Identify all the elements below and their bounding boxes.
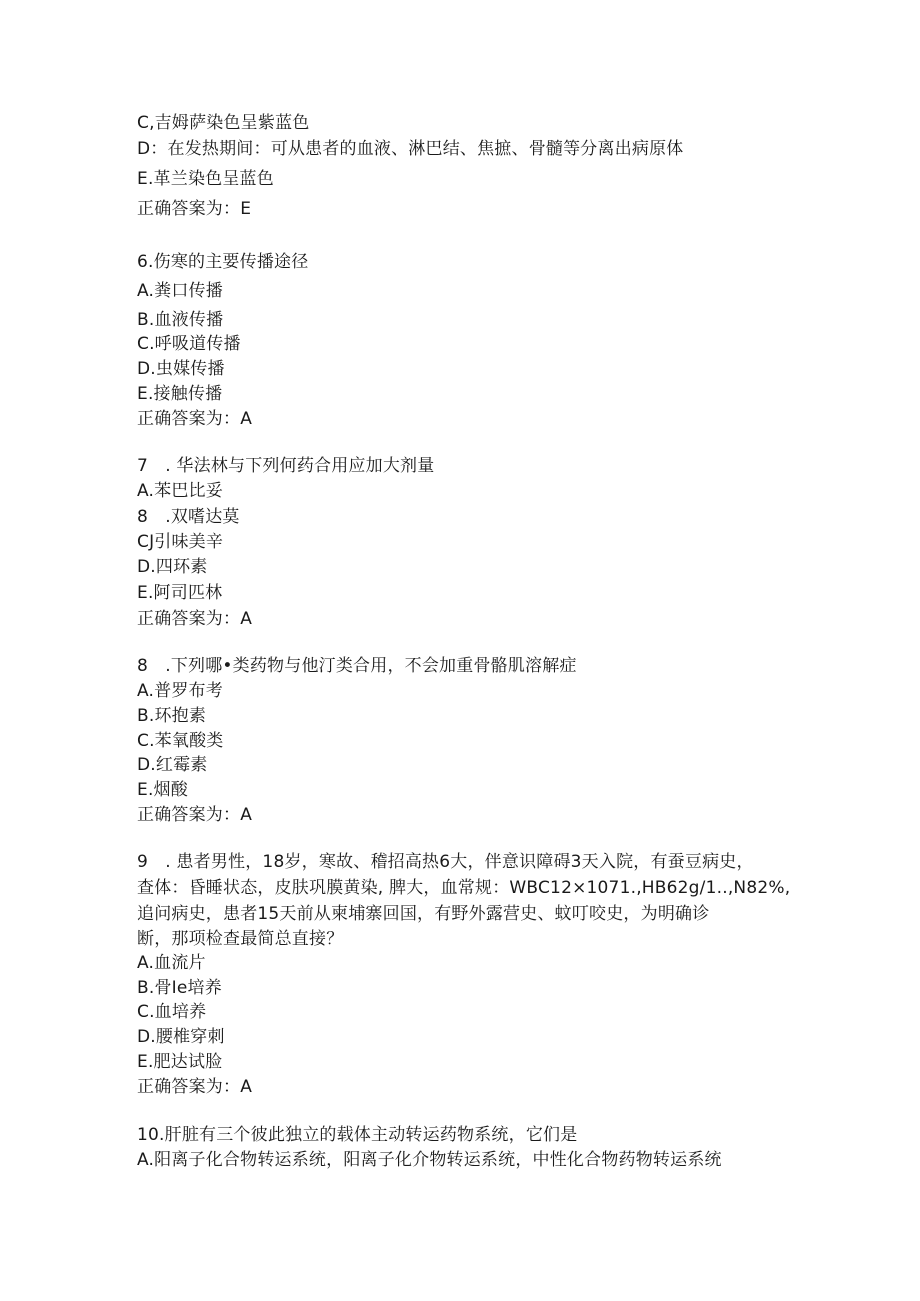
q9-option-e: E.肥达试脸 [137, 1052, 223, 1072]
option-d-fever-isolation: D：在发热期间：可从患者的血液、淋巴结、焦摭、骨髓等分离出病原体 [137, 139, 684, 159]
q9-option-b: B.骨Ie培养 [137, 978, 222, 998]
question-9-line-2: 查体：昏睡状态，皮肤巩膜黄染, 脾大，血常规：WBC12×1071.,HB62g/1..,N82%, [137, 878, 791, 898]
q7-option-d: D.四环素 [137, 557, 208, 577]
q6-option-c: C.呼吸道传播 [137, 334, 241, 354]
q7-option-e: E.阿司匹林 [137, 583, 223, 603]
q6-option-d: D.虫媒传播 [137, 359, 225, 379]
option-e-gram-stain: E.革兰染色呈蓝色 [137, 169, 274, 189]
q7-option-b: 8 .双嗜达莫 [137, 507, 240, 527]
question-9-line-3: 追问病史，患者15天前从柬埔寨回国，有野外露营史、蚊叮咬史，为明确诊 [137, 904, 710, 924]
answer-5: 正确答案为：E [137, 199, 252, 219]
q8-option-e: E.烟酸 [137, 780, 188, 800]
q10-option-a: A.阳离子化合物转运系统，阳离子化介物转运系统，中性化合物药物转运系统 [137, 1150, 722, 1170]
question-7: 7 . 华法林与下列何药合用应加大剂量 [137, 456, 435, 476]
answer-9: 正确答案为：A [137, 1077, 253, 1097]
q8-option-a: A.普罗布考 [137, 681, 223, 701]
q7-option-a: A.苯巴比妥 [137, 481, 223, 501]
q8-option-d: D.红霉素 [137, 755, 208, 775]
q9-option-a: A.血流片 [137, 953, 206, 973]
q8-option-c: C.苯氧酸类 [137, 731, 224, 751]
answer-8: 正确答案为：A [137, 805, 253, 825]
question-9-line-4: 断，那项检查最简总直接？ [137, 929, 344, 949]
question-10: 10.肝脏有三个彼此独立的载体主动转运药物系统，它们是 [137, 1125, 578, 1145]
answer-6: 正确答案为：A [137, 409, 253, 429]
q7-option-c: CJ引味美辛 [137, 532, 224, 552]
q6-option-a: A.粪口传播 [137, 281, 223, 301]
answer-7: 正确答案为：A [137, 609, 253, 629]
option-c-giemsa: C,吉姆萨染色呈紫蓝色 [137, 113, 310, 133]
q9-option-c: C.血培养 [137, 1002, 207, 1022]
question-8: 8 .下列哪•类药物与他汀类合用，不会加重骨骼肌溶解症 [137, 656, 577, 676]
q8-option-b: B.环抱素 [137, 706, 207, 726]
question-9-line-1: 9 . 患者男性，18岁，寒故、稽招高热6大，伴意识障碍3天入院，有蚕豆病史， [137, 852, 754, 872]
q6-option-b: B.血液传播 [137, 310, 224, 330]
question-6: 6.伤寒的主要传播途径 [137, 252, 309, 272]
q6-option-e: E.接触传播 [137, 384, 223, 404]
q9-option-d: D.腰椎穿刺 [137, 1027, 225, 1047]
